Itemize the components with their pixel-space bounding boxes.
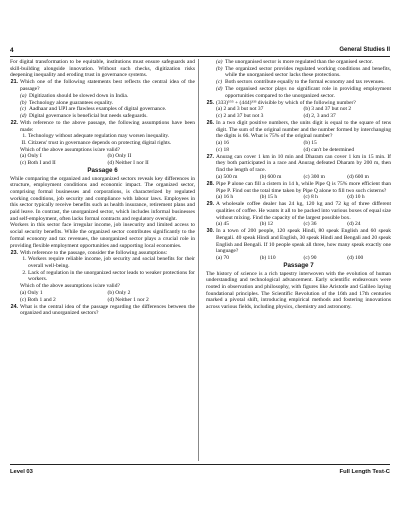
question-text: Anurag can cover 1 km in 10 min and Dharam can cover 1 km in 15 min. If they both participated in a race and Anurag defeated Dharam by 200 m, then find the length of race.: [216, 153, 391, 174]
question-30: [206, 228, 391, 255]
option-c[interactable]: (c) 2 and 37 but not 3: [216, 112, 264, 119]
option-b[interactable]: (b) 15 h: [259, 194, 278, 201]
option-b[interactable]: (b) Technology alone guarantees equality.: [20, 99, 114, 106]
option-b[interactable]: (b) 12: [259, 221, 274, 228]
question-ask: Which of the above assumptions is/are valid?: [20, 146, 120, 153]
option-b[interactable]: (b) 600 m: [259, 173, 282, 180]
question-22-options: [10, 153, 195, 166]
option-b[interactable]: (b) Only II: [107, 153, 132, 160]
question-text: What is the central idea of the passage regarding the differences between the organized and unorganized sectors?: [20, 303, 195, 317]
question-30-options: [206, 255, 391, 262]
question-number: 26.: [206, 119, 214, 126]
passage-6-paragraph-2: Workers in this sector face irregular income, job insecurity and limited access to social security benefits. While the organized sector contributes significantly to the formal economy and tax revenues, the unorganized sector plays a crucial role in providing flexible employment opportunities and supporting local economies.: [10, 222, 195, 249]
passage-7-heading: Passage 7: [283, 261, 314, 269]
page-header-title: General Studies II: [339, 47, 390, 53]
option-b[interactable]: (b) 15: [303, 140, 317, 147]
option-d[interactable]: (d) 100: [347, 255, 364, 262]
option-a[interactable]: (a) Digitization should be slowed down in India.: [20, 92, 129, 99]
option-a[interactable]: (a) 45: [216, 221, 229, 228]
question-number: 23.: [10, 249, 18, 256]
question-28: [206, 181, 391, 194]
question-number: 24.: [10, 303, 18, 310]
option-c[interactable]: (c) 18: [216, 146, 229, 153]
statement-2: 2. Lack of regulation in the unorganized sector leads to weaker protections for workers.: [22, 269, 195, 283]
left-column: [10, 59, 195, 317]
option-c[interactable]: (c) Both sectors contribute equally to the formal economy and tax revenues.: [216, 79, 385, 86]
option-a[interactable]: (a) 70: [216, 255, 229, 262]
footer-test-name: Full Length Test-C: [339, 469, 390, 475]
right-column: [206, 59, 391, 311]
column-divider: [198, 59, 199, 461]
option-c[interactable]: (c) Both 1 and 2: [20, 296, 56, 303]
statement-1: 1. Technology without adequate regulation may worsen inequality.: [22, 133, 170, 140]
passage-6-heading: Passage 6: [87, 166, 118, 174]
option-b[interactable]: (b) Only 2: [107, 289, 131, 296]
question-23-options: [10, 290, 195, 303]
question-22: [10, 120, 195, 133]
option-d[interactable]: (d) 2, 3 and 37: [303, 112, 336, 119]
option-d[interactable]: (d) 600 m: [347, 173, 369, 180]
option-c[interactable]: (c) 8 h: [303, 194, 318, 201]
option-a[interactable]: (a) The unorganised sector is more regulated than the organised sector.: [216, 59, 373, 65]
option-d[interactable]: (d) Digital governance is beneficial but needs safeguards.: [20, 112, 148, 119]
question-28-options: [206, 194, 391, 201]
question-25-options: [206, 106, 391, 119]
passage-6-paragraph-1: While comparing the organized and unorganized sectors reveals key differences in structure, employment conditions and economic impact. The organized sector, comprising formal businesses and corporations, is characterized by regulated working conditions, job security and compliance with labour laws. Employees in this sector typically receive benefits such as health insurance, retirement plans and paid leave. In contrast, the unorganized sector, which includes informal businesses and self-employment, often lacks formal contracts and regulatory oversight.: [10, 175, 195, 222]
question-number: 22.: [10, 119, 18, 126]
question-number: 25.: [206, 99, 214, 106]
question-24-options: [206, 59, 391, 99]
passage-intro-text: For digital transformation to be equitable, institutions must ensure safeguards and skill-building alongside innovation. Without such checks, digitization risks deepening inequality and eroding trust in governance systems.: [10, 59, 195, 79]
question-29: [206, 201, 391, 221]
question-number: 30.: [206, 228, 214, 235]
option-c[interactable]: (c) 36: [303, 221, 317, 228]
footer-level: Level 03: [10, 469, 33, 475]
question-text: In a two digit positive numbers, the units digit is equal to the square of tens digit. The sum of the original number and the number formed by interchanging the digits is 66. What is 75% of the original number?: [216, 119, 391, 140]
question-26-options: [206, 140, 391, 153]
option-d[interactable]: (d) Neither I nor II: [107, 160, 149, 167]
question-27-options: [206, 174, 391, 181]
question-text: Pipe P alone can fill a cistern in 14 h, while Pipe Q is 75% more efficient than Pipe P. Find out the total time taken by Pipe Q alone to fill two such cisterns?: [216, 180, 391, 194]
option-a[interactable]: (a) 16 h: [216, 194, 234, 201]
option-c[interactable]: (c) 90: [303, 255, 317, 262]
question-text: Which one of the following statements best reflects the central idea of the passage?: [20, 79, 195, 93]
option-b[interactable]: (b) 110: [259, 255, 276, 262]
option-a[interactable]: (a) Only 1: [20, 289, 43, 296]
option-d[interactable]: (d) can't be determined: [303, 146, 355, 153]
question-27: [206, 154, 391, 174]
option-d[interactable]: (d) The organised sector plays no significant role in providing employment opportunities compared to the unorganized sector.: [216, 85, 391, 99]
option-b[interactable]: (b) 3 and 37 but not 2: [303, 106, 352, 113]
footer-rule: [10, 464, 390, 465]
option-c[interactable]: (c) Aadhaar and UPI are flawless examples of digital governance.: [20, 106, 167, 113]
question-21: [10, 79, 195, 92]
page-header: [0, 0, 400, 58]
question-text: (333)⁵⁵⁵ + (444)³³³ divisible by which of the following number?: [216, 99, 356, 106]
question-ask: Which of the above assumptions is/are valid?: [20, 283, 120, 290]
question-26: [206, 120, 391, 140]
option-a[interactable]: (a) 16: [216, 140, 229, 147]
option-a[interactable]: (a) 500 m: [216, 173, 238, 180]
option-b[interactable]: (b) The organized sector provides regulated working conditions and benefits, while the unorganised sector lacks these protections.: [216, 65, 391, 79]
question-number: 27.: [206, 153, 214, 160]
option-d[interactable]: (d) 10 h: [347, 194, 365, 201]
question-number: 28.: [206, 180, 214, 187]
option-d[interactable]: (d) Neither 1 nor 2: [107, 296, 149, 303]
page-number: 4: [10, 47, 14, 54]
question-text: With reference to the passage, consider the following assumptions:: [20, 249, 168, 256]
statement-2: II. Citizens' trust in governance depends on protecting digital rights.: [21, 140, 172, 147]
passage-7-text: The history of science is a rich tapestry interwoven with the evolution of human understanding and technological advancement. Early scientific endeavours were rooted in observation and philosophy, with figures like Aristotle and Galileo laying foundational principles. The Scientific Revolution of the 16th and 17th centuries marked a pivotal shift, introducing empirical methods and fostering innovations across various fields, including physics, chemistry and astronomy.: [206, 270, 391, 311]
question-number: 21.: [10, 79, 18, 86]
option-c[interactable]: (c) Both I and II: [20, 160, 56, 167]
option-d[interactable]: (d) 24: [347, 221, 361, 228]
question-24: [10, 304, 195, 317]
option-a[interactable]: (a) Only I: [20, 153, 42, 160]
statement-1: 1. Workers require reliable income, job security and social benefits for their overall well-being.: [22, 256, 195, 269]
question-text: With reference to the above passage, the following assumptions have been made:: [20, 119, 195, 133]
header-rule: [10, 56, 390, 57]
option-a[interactable]: (a) 2 and 3 but not 37: [216, 106, 264, 113]
option-c[interactable]: (c) 300 m: [303, 173, 325, 180]
question-21-options: [10, 93, 195, 120]
question-number: 29.: [206, 201, 214, 208]
question-text: In a town of 200 people, 120 speak Hindi, 80 speak English and 60 speak Bengali. 40 speak Hindi and English, 30 speak Hindi and Bengali and 20 speak English and Bengali. If 10 people speak all three, how many speak exactly one language?: [216, 228, 391, 255]
question-text: A wholesale coffee dealer has 24 kg, 120 kg and 72 kg of three different qualities of coffee. He wants it all to be packed into various boxes of equal size without mixing. Find the capacity of the largest possible box.: [216, 201, 391, 221]
